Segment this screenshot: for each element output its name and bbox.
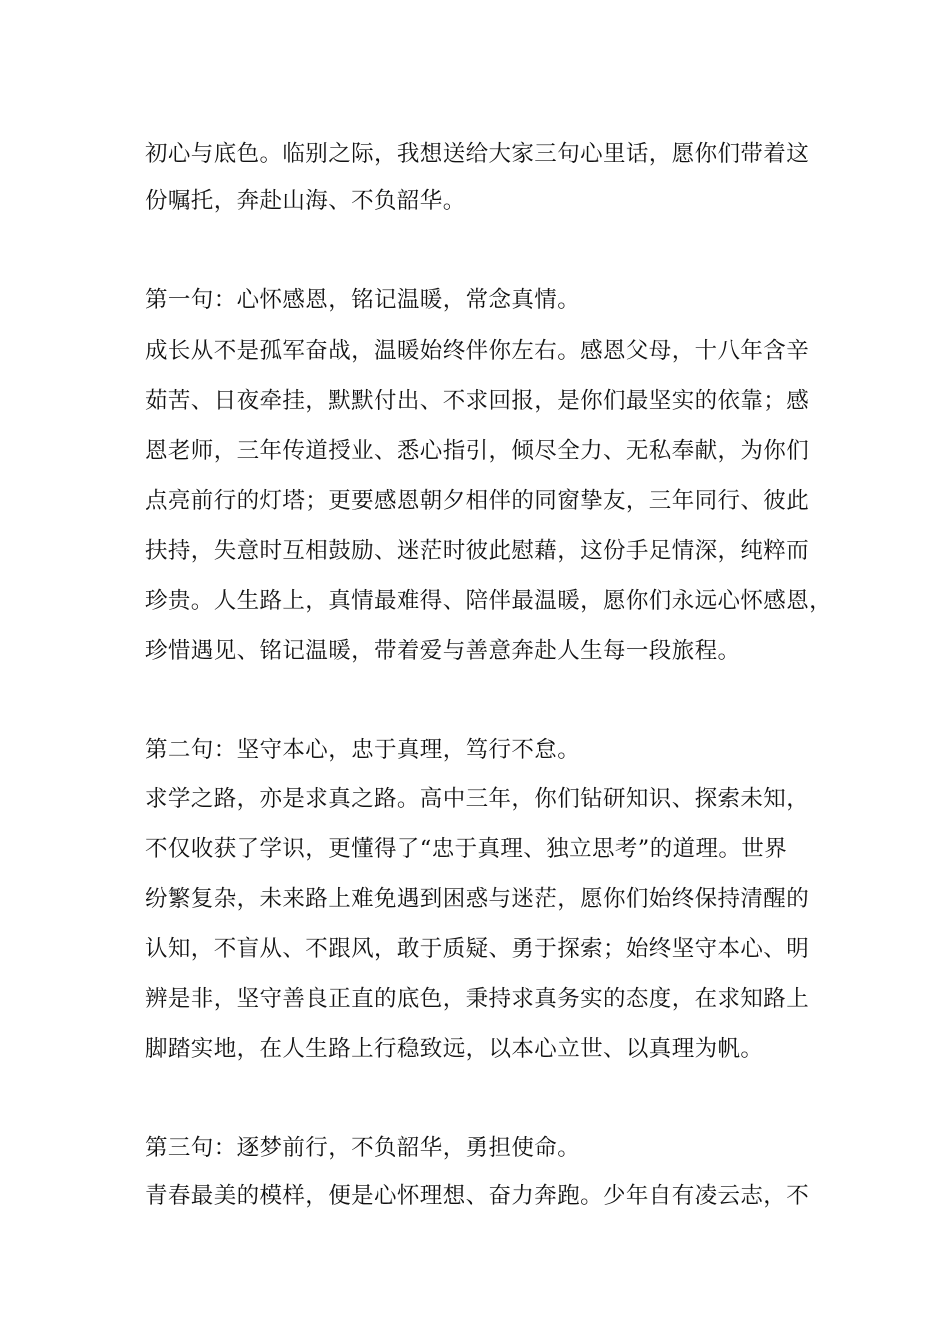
paragraph-line: 求学之路，亦是求真之路。高中三年，你们钻研知识、探索未知， [145, 786, 810, 812]
intro-line: 份嘱托，奔赴山海、不负韶华。 [145, 188, 466, 214]
section-heading: 第二句：坚守本心，忠于真理，笃行不怠。 [145, 737, 581, 763]
paragraph-line: 恩老师，三年传道授业、悉心指引，倾尽全力、无私奉献，为你们 [145, 438, 810, 464]
section-heading: 第三句：逐梦前行，不负韶华，勇担使命。 [145, 1135, 581, 1161]
paragraph-line: 脚踏实地，在人生路上行稳致远，以本心立世、以真理为帆。 [145, 1036, 764, 1062]
intro-line: 初心与底色。临别之际，我想送给大家三句心里话，愿你们带着这 [145, 141, 810, 167]
paragraph-line: 不仅收获了学识，更懂得了“忠于真理、独立思考”的道理。世界 [145, 836, 788, 862]
paragraph-line: 青春最美的模样，便是心怀理想、奋力奔跑。少年自有凌云志，不 [145, 1183, 810, 1209]
paragraph-line: 成长从不是孤军奋战，温暖始终伴你左右。感恩父母，十八年含辛 [145, 338, 810, 364]
paragraph-line: 点亮前行的灯塔；更要感恩朝夕相伴的同窗挚友，三年同行、彼此 [145, 488, 810, 514]
paragraph-line: 辨是非，坚守善良正直的底色，秉持求真务实的态度，在求知路上 [145, 986, 810, 1012]
section-heading: 第一句：心怀感恩，铭记温暖，常念真情。 [145, 287, 581, 313]
paragraph-line: 纷繁复杂，未来路上难免遇到困惑与迷茫，愿你们始终保持清醒的 [145, 886, 810, 912]
paragraph-line: 珍贵。人生路上，真情最难得、陪伴最温暖，愿你们永远心怀感恩， [145, 588, 833, 614]
paragraph-line: 茹苦、日夜牵挂，默默付出、不求回报，是你们最坚实的依靠；感 [145, 388, 810, 414]
paragraph-line: 认知，不盲从、不跟风，敢于质疑、勇于探索；始终坚守本心、明 [145, 936, 810, 962]
paragraph-line: 扶持，失意时互相鼓励、迷茫时彼此慰藉，这份手足情深，纯粹而 [145, 538, 810, 564]
paragraph-line: 珍惜遇见、铭记温暖，带着爱与善意奔赴人生每一段旅程。 [145, 638, 741, 664]
